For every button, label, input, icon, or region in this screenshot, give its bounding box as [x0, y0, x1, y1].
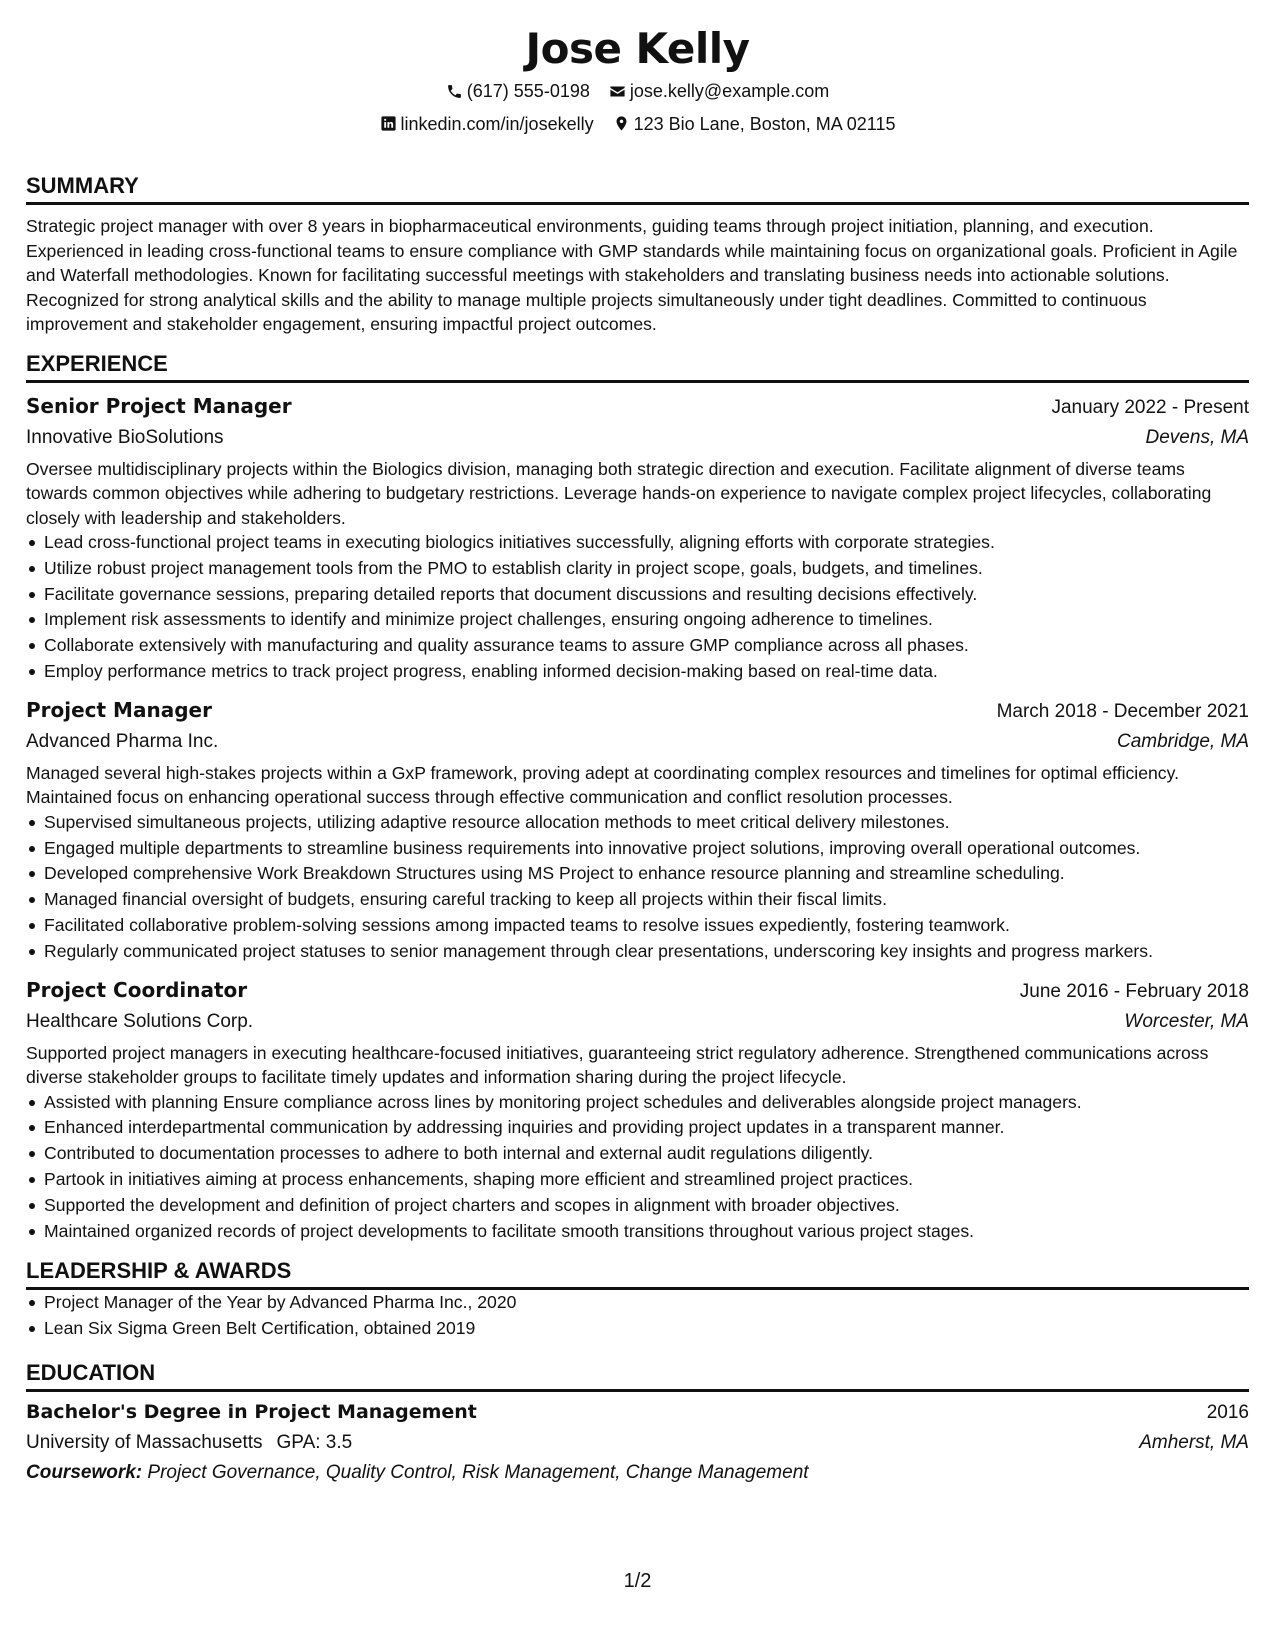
company-name: Healthcare Solutions Corp.: [26, 1010, 254, 1032]
education-heading: EDUCATION: [26, 1360, 1249, 1392]
email-item[interactable]: [609, 80, 829, 102]
summary-heading: SUMMARY: [26, 173, 1249, 205]
map-pin-icon: [613, 115, 630, 132]
job-title: Senior Project Manager: [26, 393, 292, 418]
job-title: Project Manager: [26, 697, 212, 722]
bullet-item: Regularly communicated project statuses to senior management through clear presentations, underscoring key insights and progress markers.: [26, 939, 1249, 965]
bullet-item: Engaged multiple departments to streamline business requirements into innovative project solutions, improving overall operational outcomes.: [26, 836, 1249, 862]
bullet-item: Collaborate extensively with manufacturing and quality assurance teams to assure GMP compliance across all phases.: [26, 633, 1249, 659]
envelope-icon: [609, 83, 626, 100]
phone-text: (617) 555-0198: [466, 81, 590, 101]
coursework-line: [26, 1458, 1249, 1488]
linkedin-text[interactable]: linkedin.com/in/josekelly: [400, 113, 594, 134]
job-description: Managed several high-stakes projects within a GxP framework, proving adept at coordinating complex resources and timelines for optimal efficiency. Maintained focus on enhancing operational success through effective communication and conflict resolution processes.: [26, 762, 1179, 808]
email-text[interactable]: jose.kelly@example.com: [629, 81, 830, 101]
address-text: 123 Bio Lane, Boston, MA 02115: [633, 113, 896, 134]
experience-heading: EXPERIENCE: [26, 351, 1249, 383]
bullet-item: Developed comprehensive Work Breakdown Structures using MS Project to enhance resource planning and streamline scheduling.: [26, 861, 1249, 887]
phone-icon: [446, 83, 463, 100]
bullet-item: Supervised simultaneous projects, utilizing adaptive resource allocation methods to meet critical delivery milestones.: [26, 810, 1249, 836]
company-name: Innovative BioSolutions: [26, 426, 224, 448]
summary-section: [26, 173, 1249, 337]
summary-text: Strategic project manager with over 8 years in biopharmaceutical environments, guiding teams through project initiation, planning, and execution. Experienced in leading cross-functional teams to ensure compliance with GMP standards while maintaining focus on organizational goals. Proficient in Agile and Waterfall methodologies. Known for facilitating successful meetings with stakeholders and translating business needs into actionable solutions. Recognized for strong analytical skills and the ability to manage multiple projects simultaneously under tight deadlines. Committed to continuous improvement and stakeholder engagement, ensuring impactful project outcomes.: [26, 216, 1238, 334]
company-name: Advanced Pharma Inc.: [26, 730, 219, 752]
school-location: Amherst, MA: [1139, 1431, 1249, 1453]
job-dates: January 2022 - Present: [1051, 396, 1249, 418]
awards-section: [26, 1258, 1249, 1342]
awards-list: [26, 1290, 1249, 1342]
bullet-item: Maintained organized records of project developments to facilitate smooth transitions throughout various project stages.: [26, 1219, 1249, 1245]
job-title: Project Coordinator: [26, 977, 248, 1002]
award-item: Lean Six Sigma Green Belt Certification, obtained 2019: [26, 1316, 1249, 1342]
bullet-item: Assisted with planning Ensure compliance across lines by monitoring project schedules and deliverables alongside project managers.: [26, 1090, 1249, 1116]
job-dates: June 2016 - February 2018: [1019, 980, 1249, 1002]
job-entry: [26, 391, 1249, 685]
experience-section: [26, 351, 1249, 1245]
job-bullets: [26, 530, 1249, 685]
bullet-item: Employ performance metrics to track project progress, enabling informed decision-making based on real-time data.: [26, 659, 1249, 685]
bullet-item: Utilize robust project management tools from the PMO to establish clarity in project scope, goals, budgets, and timelines.: [26, 556, 1249, 582]
job-bullets: [26, 1090, 1249, 1245]
bullet-item: Implement risk assessments to identify and minimize project challenges, ensuring ongoing adherence to timelines.: [26, 607, 1249, 633]
school-line: [26, 1428, 352, 1458]
bullet-item: Contributed to documentation processes to adhere to both internal and external audit regulations diligently.: [26, 1141, 1249, 1167]
award-item: Project Manager of the Year by Advanced Pharma Inc., 2020: [26, 1290, 1249, 1316]
job-entry: [26, 695, 1249, 965]
school-name: University of Massachusetts: [26, 1431, 263, 1453]
address-item: [613, 113, 896, 135]
phone-item: [446, 80, 590, 102]
education-section: [26, 1360, 1249, 1488]
resume-content: [26, 0, 1249, 1488]
job-description: Oversee multidisciplinary projects within the Biologics division, managing both strategic direction and execution. Facilitate alignment of diverse teams towards common objectives while adhering to budgetary restrictions. Leverage hands-on experience to navigate complex project lifecycles, collaborating closely with leadership and stakeholders.: [26, 458, 1212, 528]
job-entry: [26, 975, 1249, 1245]
job-description: Supported project managers in executing healthcare-focused initiatives, guaranteeing strict regulatory adherence. Strengthened communications across diverse stakeholder groups to facilitate timely updates and information sharing during the project lifecycle.: [26, 1042, 1209, 1088]
bullet-item: Facilitated collaborative problem-solving sessions among impacted teams to resolve issues expediently, fostering teamwork.: [26, 913, 1249, 939]
job-location: Worcester, MA: [1124, 1010, 1249, 1032]
graduation-year: 2016: [1206, 1401, 1249, 1423]
linkedin-icon: [380, 115, 397, 132]
bullet-item: Managed financial oversight of budgets, ensuring careful tracking to keep all projects within their fiscal limits.: [26, 887, 1249, 913]
gpa-text: GPA: 3.5: [276, 1431, 353, 1453]
bullet-item: Partook in initiatives aiming at process enhancements, shaping more efficient and streamlined project practices.: [26, 1167, 1249, 1193]
job-bullets: [26, 810, 1249, 965]
bullet-item: Facilitate governance sessions, preparing detailed reports that document discussions and resulting decisions effectively.: [26, 582, 1249, 608]
page-number: 1/2: [623, 1570, 652, 1592]
job-location: Cambridge, MA: [1117, 730, 1249, 752]
awards-heading: LEADERSHIP & AWARDS: [26, 1258, 1249, 1290]
job-dates: March 2018 - December 2021: [996, 700, 1249, 722]
linkedin-item[interactable]: [380, 113, 594, 135]
job-location: Devens, MA: [1145, 426, 1249, 448]
coursework-label: Coursework:: [26, 1461, 143, 1483]
bullet-item: Enhanced interdepartmental communication by addressing inquiries and providing project updates in a transparent manner.: [26, 1115, 1249, 1141]
contact-line-1: [26, 80, 1249, 105]
bullet-item: Lead cross-functional project teams in executing biologics initiatives successfully, aligning efforts with corporate strategies.: [26, 530, 1249, 556]
contact-line-2: [26, 113, 1249, 138]
bullet-item: Supported the development and definition of project charters and scopes in alignment with broader objectives.: [26, 1193, 1249, 1219]
degree-title: Bachelor's Degree in Project Management: [26, 1400, 477, 1423]
coursework-list: Project Governance, Quality Control, Risk Management, Change Management: [147, 1461, 809, 1483]
candidate-name: Jose Kelly: [525, 24, 750, 73]
